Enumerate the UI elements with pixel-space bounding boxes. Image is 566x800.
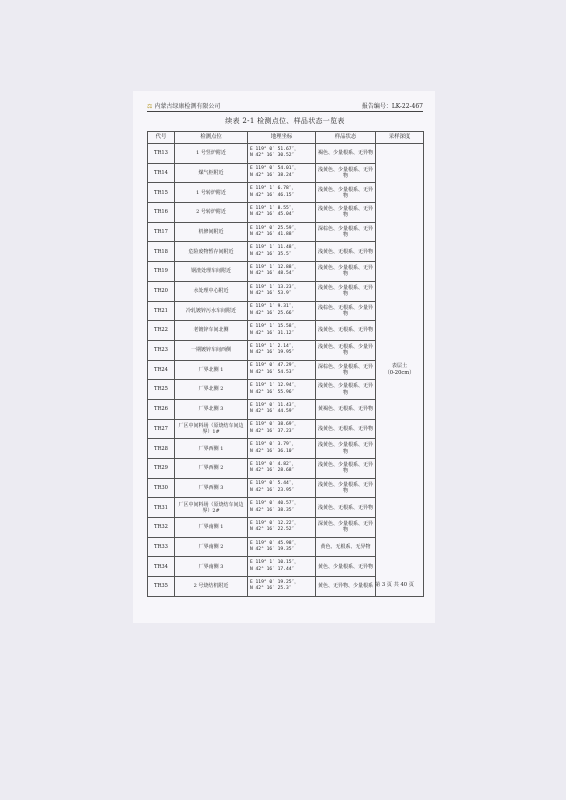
header-code: 代号: [148, 132, 175, 144]
cell-site: [175, 577, 248, 597]
site-text: 厂界南侧 2: [198, 543, 224, 550]
cell-coordinates: [248, 360, 316, 380]
site-text: 1 号转炉附近: [196, 189, 226, 196]
cell-sample-state: [316, 281, 376, 301]
cell-coordinates: [248, 301, 316, 321]
sampling-points-table: [147, 131, 424, 597]
cell-sample-state: [316, 537, 376, 557]
cell-coordinates: [248, 163, 316, 183]
latitude-text: N 42° 16′ 55.96″: [250, 389, 295, 395]
cell-sample-state: [316, 203, 376, 223]
code-text: TR14: [154, 169, 168, 176]
cell-site: [175, 301, 248, 321]
cell-code: [148, 183, 175, 203]
cell-coordinates: [248, 262, 316, 282]
longitude-text: E 119° 0′ 5.44″，: [250, 481, 297, 487]
cell-sample-state: [316, 380, 376, 400]
site-text: 老镀锌车间北侧: [193, 327, 229, 334]
latitude-text: N 42° 16′ 46.15″: [250, 192, 295, 198]
cell-code: [148, 459, 175, 479]
code-text: TR18: [154, 248, 168, 255]
cell-sample-state: [316, 242, 376, 262]
cell-site: [175, 419, 248, 439]
site-text: 危险废物暂存间附近: [188, 248, 234, 255]
cell-coordinates: [248, 459, 316, 479]
cell-code: [148, 242, 175, 262]
report-number: 报告编号：LK-22-467: [361, 103, 423, 110]
site-text: 煤气柜附近: [198, 169, 224, 176]
state-text: 浅黄色、少量根系、无异物: [317, 186, 373, 199]
site-text: 厂界西侧 2: [198, 465, 224, 472]
depth-label: 表层土: [391, 362, 408, 369]
cell-code: [148, 163, 175, 183]
cell-sample-state: [316, 144, 376, 164]
site-text: 厂区中间料场（原烧结车间边界）2#: [178, 501, 244, 514]
cell-sample-state: [316, 498, 376, 518]
latitude-text: N 42° 16′ 53.9″: [250, 291, 292, 297]
site-text: 厂界南侧 3: [198, 563, 224, 570]
code-text: TR28: [154, 445, 168, 452]
longitude-text: E 119° 0′ 12.22″，: [250, 520, 299, 526]
page-number: 第 3 页 共 40 页: [375, 582, 414, 588]
site-text: 厂界西侧 1: [198, 445, 224, 452]
longitude-text: E 119° 0′ 4.82″，: [250, 461, 297, 467]
cell-code: [148, 498, 175, 518]
cell-site: [175, 281, 248, 301]
longitude-text: E 119° 0′ 11.43″，: [250, 402, 299, 408]
code-text: TR31: [154, 504, 168, 511]
longitude-text: E 119° 1′ 12.94″，: [250, 383, 299, 388]
code-text: TR23: [154, 347, 168, 354]
state-text: 浅黄色、无根系、无异物: [317, 248, 373, 255]
cell-sample-state: [316, 478, 376, 498]
cell-coordinates: [248, 478, 316, 498]
code-text: TR16: [154, 209, 168, 216]
latitude-text: N 42° 16′ 25.66″: [250, 310, 295, 316]
cell-code: [148, 222, 175, 242]
cell-coordinates: [248, 222, 316, 242]
company-name: [147, 101, 220, 110]
table-title: 续表 2-1 检测点位、样品状态一览表: [225, 117, 345, 125]
latitude-text: N 42° 16′ 28.68″: [250, 468, 295, 474]
site-text: 钢渣处理车间附近: [190, 268, 231, 275]
cell-site: [175, 537, 248, 557]
cell-coordinates: [248, 203, 316, 223]
longitude-text: E 119° 0′ 51.67″，: [250, 146, 299, 152]
state-text: 浅棕色、无根系、少量异物: [317, 304, 373, 317]
site-text: 厂区中间料场（原烧结车间边界）1#: [178, 422, 244, 435]
header-divider: [147, 111, 423, 112]
cell-sample-state: [316, 557, 376, 577]
state-text: 浅黄色、无根系、无异物: [317, 327, 373, 334]
cell-site: [175, 163, 248, 183]
cell-sample-state: [316, 439, 376, 459]
longitude-text: E 119° 0′ 47.29″，: [250, 363, 299, 369]
cell-code: [148, 321, 175, 341]
header-sample-state: 样品状态: [316, 132, 376, 144]
cell-site: [175, 262, 248, 282]
cell-coordinates: [248, 183, 316, 203]
state-text: 浅黄色、少量根系、无异物: [317, 284, 373, 298]
cell-sample-state: [316, 301, 376, 321]
cell-coordinates: [248, 340, 316, 360]
state-text: 浅黄色、少量根系、无异物: [317, 481, 373, 495]
site-text: 厂界北侧 2: [198, 386, 224, 393]
cell-code: [148, 537, 175, 557]
cell-code: [148, 577, 175, 597]
cell-sample-state: [316, 222, 376, 242]
latitude-text: N 42° 16′ 45.04″: [250, 212, 295, 218]
company-label: 内蒙古绿康检测有限公司: [154, 103, 221, 110]
latitude-text: N 42° 16′ 22.52″: [250, 527, 295, 533]
cell-coordinates: [248, 281, 316, 301]
cell-sample-state: [316, 321, 376, 341]
code-text: TR22: [154, 327, 168, 334]
cell-site: [175, 557, 248, 577]
latitude-text: N 42° 16′ 54.53″: [250, 369, 295, 375]
cell-code: [148, 281, 175, 301]
latitude-text: N 42° 16′ 30.52″: [250, 153, 295, 159]
longitude-text: E 119° 1′ 2.14″，: [250, 343, 297, 349]
site-text: 一期镀锌车间西侧: [190, 347, 231, 354]
latitude-text: N 42° 16′ 36.10″: [250, 448, 295, 454]
state-text: 浅黄色、少量根系、无异物: [317, 265, 373, 278]
header-coordinates: 地理坐标: [248, 132, 316, 144]
cell-coordinates: [248, 399, 316, 419]
latitude-text: N 42° 16′ 25.3″: [250, 586, 292, 592]
code-text: TR24: [154, 366, 168, 373]
latitude-text: N 42° 16′ 41.88″: [250, 232, 295, 238]
code-text: TR17: [154, 228, 168, 235]
longitude-text: E 119° 1′ 6.78″，: [250, 186, 297, 192]
depth-range: （0-20cm）: [384, 369, 415, 376]
cell-coordinates: [248, 557, 316, 577]
cell-sample-state: [316, 518, 376, 538]
latitude-text: N 42° 16′ 23.95″: [250, 488, 295, 494]
cell-site: [175, 203, 248, 223]
longitude-text: E 119° 0′ 3.79″，: [250, 442, 297, 448]
cell-sample-state: [316, 340, 376, 360]
cell-site: [175, 222, 248, 242]
cell-coordinates: [248, 242, 316, 262]
longitude-text: E 119° 0′ 40.57″，: [250, 501, 299, 507]
cell-site: [175, 518, 248, 538]
site-text: 1 号竖炉附近: [196, 150, 226, 157]
cell-site: [175, 439, 248, 459]
cell-sample-state: [316, 360, 376, 380]
cell-site: [175, 399, 248, 419]
cell-code: [148, 301, 175, 321]
site-text: 机修间附近: [198, 228, 224, 235]
cell-code: [148, 439, 175, 459]
cell-site: [175, 360, 248, 380]
state-text: 浅黄色、无根系、无异物: [317, 425, 373, 432]
cell-sample-state: [316, 419, 376, 439]
cell-site: [175, 340, 248, 360]
cell-sample-state: [316, 399, 376, 419]
cell-code: [148, 478, 175, 498]
cell-coordinates: [248, 577, 316, 597]
longitude-text: E 119° 1′ 13.23″，: [250, 284, 299, 290]
state-text: 黄色、少量根系、无异物: [317, 563, 373, 570]
code-text: TR19: [154, 268, 168, 275]
longitude-text: E 119° 0′ 19.25″，: [250, 579, 299, 585]
company-logo-icon: ⚖: [147, 103, 153, 110]
cell-coordinates: [248, 537, 316, 557]
longitude-text: E 119° 0′ 38.69″，: [250, 422, 299, 428]
cell-site: [175, 321, 248, 341]
cell-site: [175, 498, 248, 518]
latitude-text: N 42° 16′ 38.24″: [250, 173, 295, 179]
cell-site: [175, 478, 248, 498]
cell-sample-state: [316, 163, 376, 183]
code-text: TR34: [154, 563, 168, 570]
state-text: 深棕色、少量根系、无异物: [317, 225, 373, 239]
state-text: 黄色、无异物、少量根系: [317, 583, 373, 590]
cell-sample-state: [316, 459, 376, 479]
state-text: 浅黄色、无根系、无异物: [317, 504, 373, 511]
code-text: TR32: [154, 524, 168, 531]
table-row: [148, 144, 424, 164]
longitude-text: E 119° 0′ 25.59″，: [250, 225, 299, 231]
code-text: TR20: [154, 288, 168, 295]
code-text: TR30: [154, 484, 168, 491]
site-text: 2 号转炉附近: [196, 209, 226, 216]
cell-code: [148, 203, 175, 223]
site-text: 2 号烧结机附近: [193, 583, 229, 590]
code-text: TR25: [154, 386, 168, 393]
latitude-text: N 42° 16′ 35.5″: [250, 251, 292, 257]
cell-code: [148, 399, 175, 419]
cell-coordinates: [248, 144, 316, 164]
latitude-text: N 42° 16′ 37.23″: [250, 428, 295, 434]
latitude-text: N 42° 16′ 17.44″: [250, 566, 295, 572]
latitude-text: N 42° 16′ 19.35″: [250, 547, 295, 553]
longitude-text: E 119° 1′ 11.48″，: [250, 245, 299, 251]
cell-site: [175, 144, 248, 164]
longitude-text: E 119° 1′ 12.88″，: [250, 264, 299, 270]
site-text: 厂界南侧 1: [198, 524, 224, 531]
state-text: 深棕色、少量根系、无异物: [317, 363, 373, 376]
cell-site: [175, 183, 248, 203]
state-text: 浅黄色、少量根系、无异物: [317, 462, 373, 475]
state-text: 黄色、无根系、无异物: [320, 543, 371, 550]
state-text: 浅黄色、少量根系、无异物: [317, 206, 373, 219]
cell-coordinates: [248, 321, 316, 341]
longitude-text: E 119° 1′ 10.15″，: [250, 560, 299, 566]
cell-code: [148, 518, 175, 538]
latitude-text: N 42° 16′ 31.12″: [250, 330, 295, 336]
site-text: 水处理中心附近: [193, 288, 229, 295]
site-text: 厂界北侧 1: [198, 366, 224, 373]
cell-code: [148, 360, 175, 380]
latitude-text: N 42° 16′ 38.35″: [250, 507, 295, 513]
cell-site: [175, 459, 248, 479]
code-text: TR33: [154, 543, 168, 550]
table-header-row: [148, 132, 424, 144]
state-text: 浅黄色、少量根系、无异物: [317, 383, 373, 396]
cell-code: [148, 262, 175, 282]
header-site: 检测点位: [175, 132, 248, 144]
header-depth: 采样深度: [376, 132, 424, 144]
code-text: TR13: [154, 150, 168, 157]
code-text: TR26: [154, 406, 168, 413]
cell-code: [148, 557, 175, 577]
cell-coordinates: [248, 518, 316, 538]
cell-code: [148, 419, 175, 439]
cell-code: [148, 144, 175, 164]
cell-sample-state: [316, 262, 376, 282]
state-text: 深黄色、少量根系、无异物: [317, 521, 373, 534]
latitude-text: N 42° 16′ 19.95″: [250, 350, 295, 356]
code-text: TR35: [154, 583, 168, 590]
longitude-text: E 119° 0′ 54.01″，: [250, 166, 299, 172]
state-text: 褐色、少量根系、无异物: [317, 150, 373, 157]
state-text: 浅黄色、少量根系、无异物: [317, 442, 373, 455]
cell-code: [148, 340, 175, 360]
cell-depth: [376, 144, 424, 597]
latitude-text: N 42° 16′ 44.59″: [250, 409, 295, 415]
longitude-text: E 119° 1′ 9.31″，: [250, 304, 297, 310]
cell-coordinates: [248, 380, 316, 400]
state-text: 黄褐色、无根系、无异物: [317, 406, 373, 413]
cell-code: [148, 380, 175, 400]
code-text: TR15: [154, 189, 168, 196]
cell-site: [175, 242, 248, 262]
site-text: 厂界西侧 3: [198, 484, 224, 491]
latitude-text: N 42° 16′ 48.54″: [250, 271, 295, 277]
site-text: 冷轧镀锌污水车间附近: [185, 307, 236, 314]
cell-sample-state: [316, 577, 376, 597]
state-text: 浅黄色、少量根系、无异物: [317, 166, 373, 180]
cell-coordinates: [248, 439, 316, 459]
cell-site: [175, 380, 248, 400]
state-text: 浅黄色、无根系、少量异物: [317, 344, 373, 357]
longitude-text: E 119° 1′ 8.55″，: [250, 205, 297, 211]
longitude-text: E 119° 0′ 45.98″，: [250, 540, 299, 546]
code-text: TR21: [154, 307, 168, 314]
cell-coordinates: [248, 419, 316, 439]
code-text: TR27: [154, 425, 168, 432]
site-text: 厂界北侧 3: [198, 406, 224, 413]
cell-coordinates: [248, 498, 316, 518]
code-text: TR29: [154, 465, 168, 472]
longitude-text: E 119° 1′ 15.58″，: [250, 323, 299, 329]
cell-sample-state: [316, 183, 376, 203]
